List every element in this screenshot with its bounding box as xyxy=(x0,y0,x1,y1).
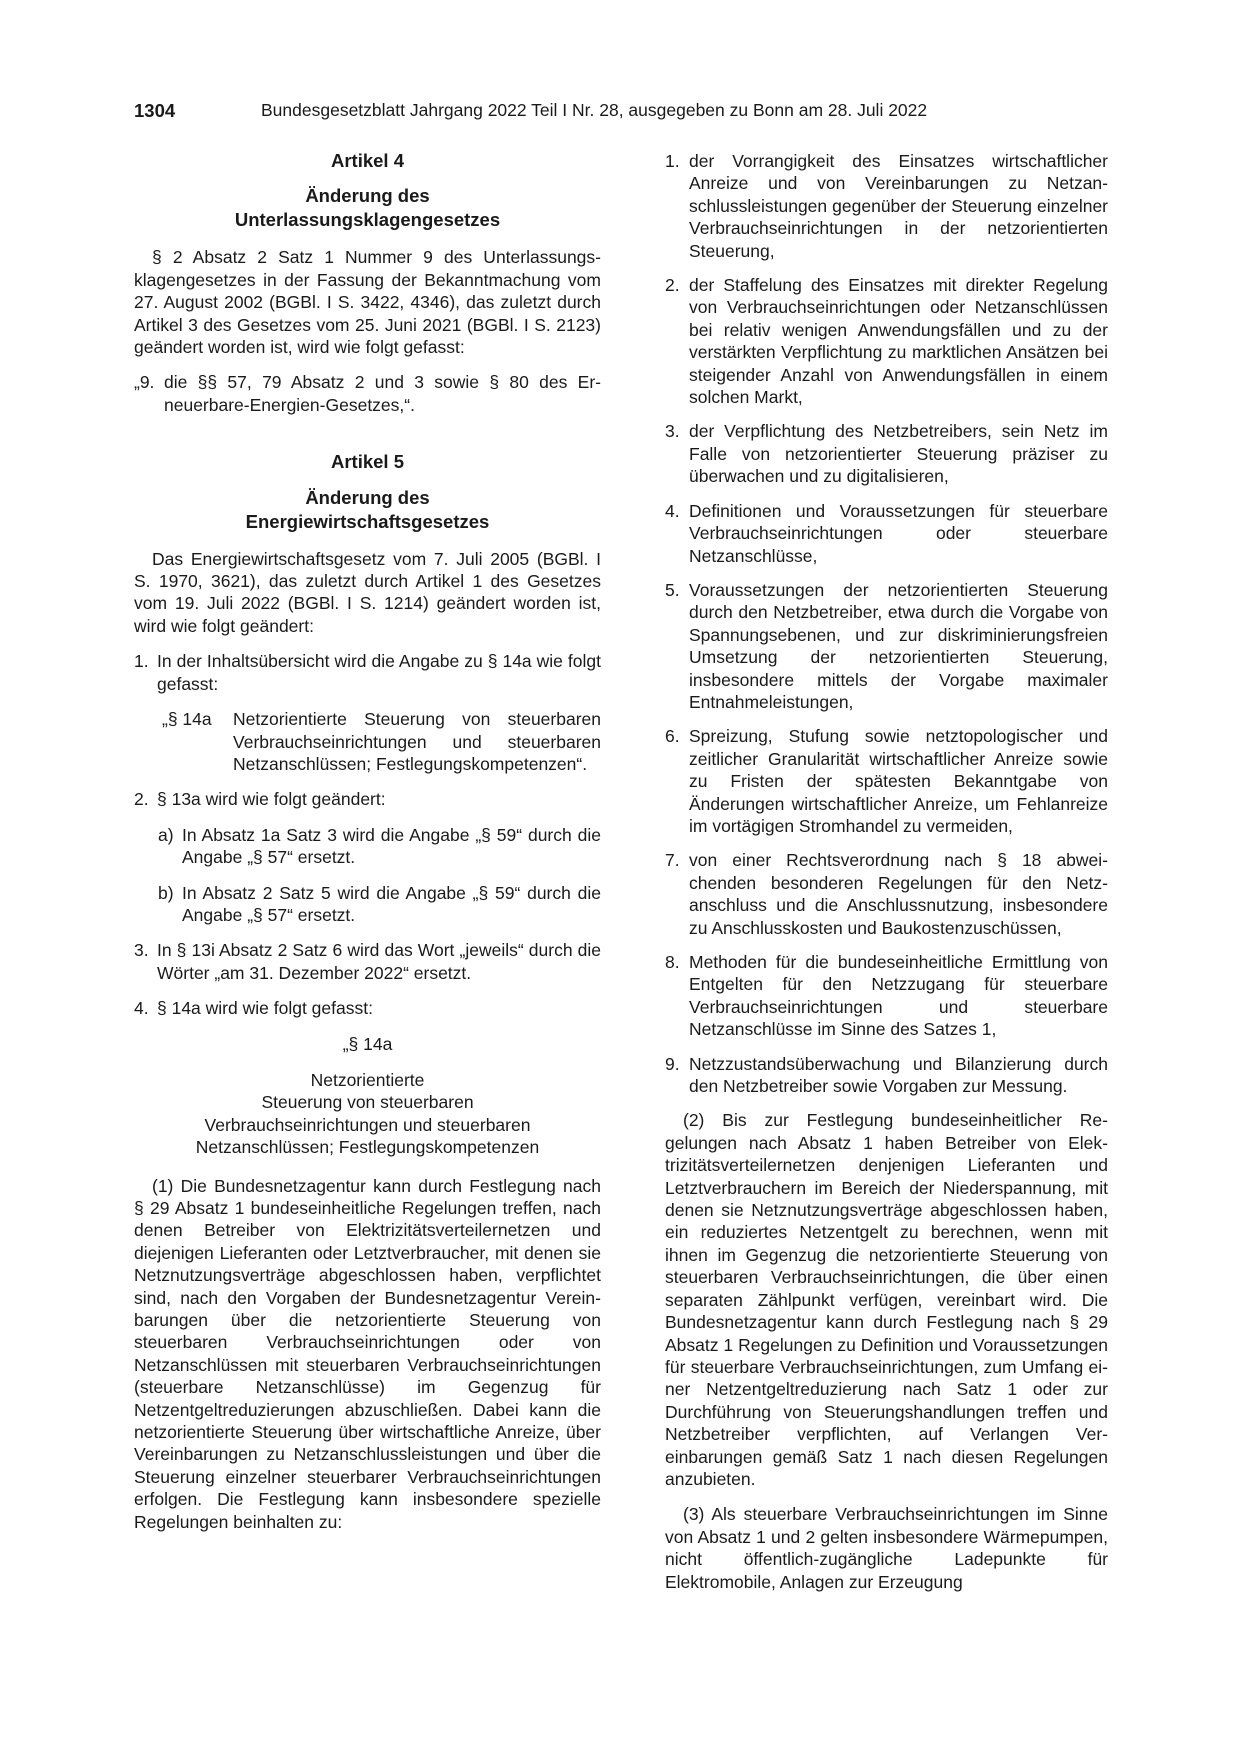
section-title-line: Verbrauchseinrichtungen und steuerbaren xyxy=(204,1114,531,1135)
item-text: der Staffelung des Einsatzes mit direkter Regelung von Verbrauchseinrichtungen oder Netzanschlüssen bei relativ wenigen Anwendungsfällen und zu der verstärkten Verpflichtung zu marktlichen Ansätzen bei steigender Anzahl von Anwendungsfällen in einem solchen Markt, xyxy=(689,275,1108,408)
page-header xyxy=(134,100,1114,130)
item-text: Spreizung, Stufung sowie netztopologischer und zeitlicher Granularität wirtschaftlicher Anreize sowie zu Fristen der spätesten Bekanntgabe von Änderungen wirtschaftlicher Anreize, um Fehlanreize im vortägigen Stromhandel zu vermeiden, xyxy=(689,726,1108,836)
item-label: b) xyxy=(158,882,174,903)
item-text: Methoden für die bundeseinheitliche Ermittlung von Entgelten für den Netzzugang für steuerbare Verbrauchseinrichtungen und steuerbare Netzanschlüsse im Sinne des Satzes 1, xyxy=(689,952,1108,1040)
amendment-item-3 xyxy=(134,939,601,984)
list-item xyxy=(665,725,1108,837)
amendment-item-2b xyxy=(134,882,601,927)
amendment-item-2 xyxy=(134,788,601,810)
item-label: 8. xyxy=(665,952,680,972)
article-4-title xyxy=(134,184,601,232)
item-label: 4. xyxy=(134,998,149,1019)
item-label: „9. xyxy=(134,372,155,393)
item-label: 7. xyxy=(665,850,680,871)
list-item xyxy=(665,420,1108,487)
list-item xyxy=(665,274,1108,408)
toc-entry-text: Netzorientierte Steuerung von steuerbaren Verbrauchseinrichtungen und steuerbaren Netzanschlüssen; Festlegungskompetenzen“. xyxy=(233,709,601,774)
article-4-number: Artikel 4 xyxy=(330,150,404,171)
item-label: 2. xyxy=(665,275,680,296)
item-text: der Vorrangigkeit des Einsatzes wirtschaftlicher Anreize und von Vereinbarungen zu Netzanschlussleistungen gegenüber der Steuerung einzelner Verbrauchseinrichtungen in der netzorientierten Steuerung, xyxy=(689,151,1108,261)
amendment-item-2a xyxy=(134,824,601,869)
section-title xyxy=(134,1069,601,1159)
item-text: In Absatz 2 Satz 5 wird die Angabe „§ 59“ durch die Angabe „§ 57“ ersetzt. xyxy=(182,882,601,925)
item-text: In Absatz 1a Satz 3 wird die Angabe „§ 59“ durch die Angabe „§ 57“ ersetzt. xyxy=(182,824,601,868)
paragraph-2: (2) Bis zur Festlegung bundeseinheitlicher Regelungen nach Absatz 1 haben Betreiber von Elektrizitätsverteilernetzen denjenigen Lieferanten und Letztverbrauchern im Bereich der Niederspannung, mit denen sie Netznutzungsverträge abgeschlossen haben, ein reduziertes Netzentgelt zu berechnen, wenn mit ihnen im Gegenzug die netzorientierte Steuerung von steuerbaren Verbrauchseinrichtungen, die über einen separaten Zählpunkt verfügen, vereinbart wird. Die Bundesnetzagentur kann durch Festlegung nach § 29 Absatz 1 Regelungen zu Definition und Voraussetzungen für steuerbare Verbrauchseinrichtungen, zum Umfang einer Netzentgeltreduzierung nach Satz 1 oder zur Durchführung von Steuerungshandlungen treffen und Netzbetreiber verpflichten, auf Verlangen Vereinbarungen gemäß Satz 1 nach diesen Regelungen anzubieten. xyxy=(665,1110,1108,1489)
section-title-line: Steuerung von steuerbaren xyxy=(261,1092,474,1113)
amendment-item-1 xyxy=(134,650,601,695)
page-number: 1304 xyxy=(134,100,176,121)
item-text: § 14a wird wie folgt gefasst: xyxy=(157,998,373,1019)
article-4-intro: § 2 Absatz 2 Satz 1 Nummer 9 des Unterlassungsklagengesetzes in der Fassung der Bekanntmachung vom 27. August 2002 (BGBl. I S. 3422, 4346), das zuletzt durch Artikel 3 des Gesetzes vom 25. Juni 2021 (BGBl. I S. 2123) geändert worden ist, wird wie folgt gefasst: xyxy=(134,247,601,358)
toc-entry-label: „§ 14a xyxy=(162,709,212,730)
article-5-number: Artikel 5 xyxy=(330,451,404,473)
left-column xyxy=(134,150,601,1546)
item-text: Voraussetzungen der netzorientierten Steuerung durch den Netzbetreiber, etwa durch die Vorgabe von Spannungsebenen, und zur diskriminierungsfreien Umsetzung der netzorientierten Steuerung, insbesondere mittels der Vorgabe maximaler Entnahmeleistungen, xyxy=(689,579,1108,712)
item-label: 3. xyxy=(134,940,149,961)
item-label: 1. xyxy=(665,151,680,171)
list-item xyxy=(665,1053,1108,1098)
item-label: 2. xyxy=(134,789,149,810)
item-label: 4. xyxy=(665,500,680,521)
list-item xyxy=(665,579,1108,713)
paragraph-1: (1) Die Bundesnetzagentur kann durch Festlegung nach § 29 Absatz 1 bundeseinheitliche Regelungen treffen, nach denen Betreiber von Elektrizitätsverteilernetzen und diejenigen Lieferanten oder Letztverbraucher, mit denen sie Netznutzungsverträge abgeschlossen haben, verpflichtet sind, nach den Vorgaben der Bundesnetzagentur Vereinbarungen über die netzorientierte Steuerung von steuerbaren Verbrauchseinrichtungen oder von Netzanschlüssen mit steuerbaren Verbrauchseinrichtungen (steuerbare Netzanschlüsse) im Gegenzug für Netzentgeltreduzierungen abzuschließen. Dabei kann die netzorientierte Steuerung über wirtschaftliche Anreize, über Vereinbarungen zu Netzanschlussleistungen und über die Steuerung einzelner steuerbarer Verbrauchseinrichtungen erfolgen. Die Festlegung kann insbesondere spezielle Regelungen beinhalten zu: xyxy=(134,1175,601,1532)
item-label: 6. xyxy=(665,726,680,747)
list-item xyxy=(665,500,1108,567)
item-label: 5. xyxy=(665,579,680,600)
right-column xyxy=(665,150,1108,1606)
amendment-item-4 xyxy=(134,997,601,1019)
list-item xyxy=(665,150,1108,262)
item-label: a) xyxy=(158,824,174,845)
article-5-intro: Das Energiewirtschaftsgesetz vom 7. Juli 2005 (BGBl. I S. 1970, 3621), das zuletzt durch Artikel 1 des Gesetzes vom 19. Juli 2022 (BGBl. I S. 1214) geändert worden ist, wird wie folgt geändert: xyxy=(134,548,601,636)
item-text: der Verpflichtung des Netzbetreibers, sein Netz im Falle von netzorientierter Steuerung präziser zu überwachen und zu digitalisieren, xyxy=(689,421,1108,487)
running-head: Bundesgesetzblatt Jahrgang 2022 Teil I Nr. 28, ausgegeben zu Bonn am 28. Juli 2022 xyxy=(261,100,928,120)
section-title-line: Netzorientierte xyxy=(310,1069,425,1090)
item-label: 3. xyxy=(665,421,680,442)
item-text: In § 13i Absatz 2 Satz 6 wird das Wort „jeweils“ durch die Wörter „am 31. Dezember 2022“ ersetzt. xyxy=(157,940,601,983)
article-4-title-line: Änderung des xyxy=(305,185,430,207)
article-4-title-line: Unterlassungsklagengesetzes xyxy=(234,209,501,231)
item-text: § 13a wird wie folgt geändert: xyxy=(157,789,386,810)
item-text: In der Inhaltsübersicht wird die Angabe zu § 14a wie folgt gefasst: xyxy=(157,651,601,694)
list-item xyxy=(665,849,1108,939)
article-5-title-line: Energiewirtschaftsgesetzes xyxy=(245,510,490,532)
section-heading: „§ 14a xyxy=(342,1033,393,1054)
item-text: Definitionen und Voraussetzungen für steuerbare Verbrauchseinrichtungen oder steuerbare Netzanschlüsse, xyxy=(689,500,1108,566)
item-text: die §§ 57, 79 Absatz 2 und 3 sowie § 80 des Erneuerbare-Energien-Gesetzes,“. xyxy=(164,372,601,415)
article-4-quoted-item xyxy=(134,371,601,416)
section-title-line: Netzanschlüssen; Festlegungskompetenzen xyxy=(195,1137,540,1158)
article-5-title xyxy=(134,486,601,534)
item-label: 9. xyxy=(665,1053,680,1074)
item-text: Netzzustandsüberwachung und Bilanzierung durch den Netzbetreiber sowie Vorgaben zur Messung. xyxy=(689,1053,1108,1097)
article-5-title-line: Änderung des xyxy=(305,486,430,508)
item-label: 1. xyxy=(134,651,149,672)
toc-entry-14a xyxy=(134,708,601,775)
list-item xyxy=(665,951,1108,1041)
paragraph-3: (3) Als steuerbare Verbrauchseinrichtungen im Sinne von Absatz 1 und 2 gelten insbesondere Wärmepumpen, nicht öffentlich-zugängliche Ladepunkte für Elektromobile, Anlagen zur Erzeugung xyxy=(665,1504,1108,1592)
item-text: von einer Rechtsverordnung nach § 18 abweichenden besonderen Regelungen für den Netzanschluss und die Anschlussnutzung, insbesondere zu Anschlusskosten und Baukostenzuschüssen, xyxy=(689,850,1108,938)
